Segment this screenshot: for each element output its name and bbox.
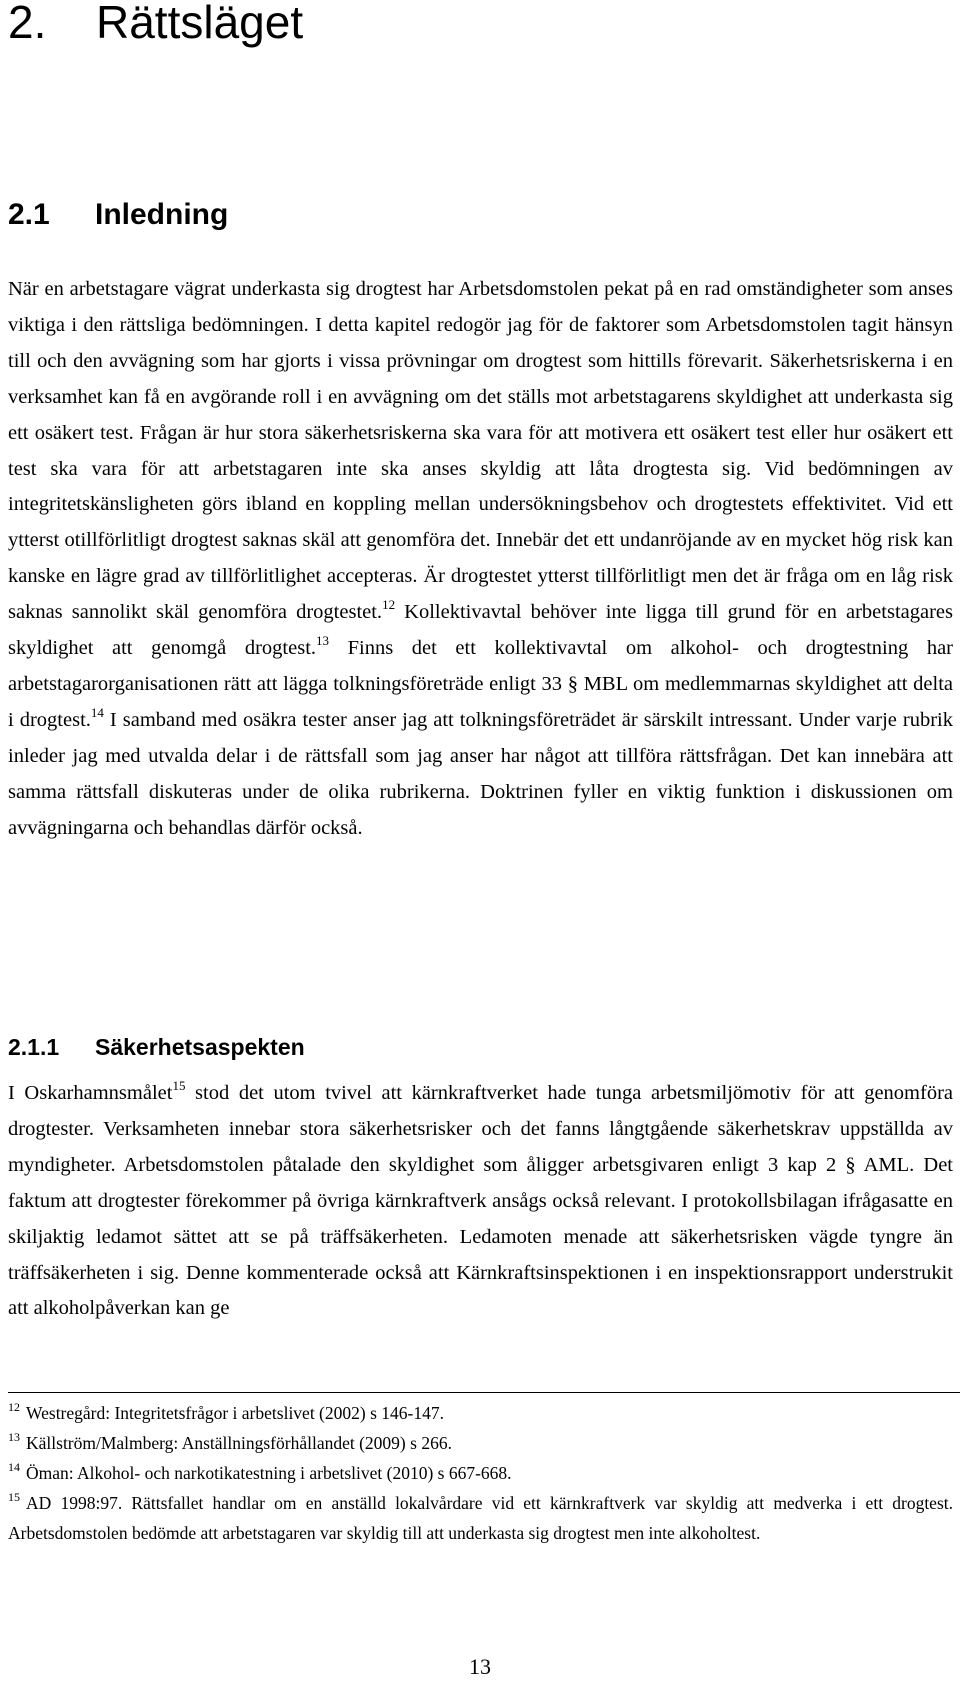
footnote — [8, 1488, 953, 1548]
footnote-text: Westregård: Integritetsfrågor i arbetslivet (2002) s 146-147. — [26, 1403, 444, 1423]
footnote-text: AD 1998:97. Rättsfallet handlar om en anställd lokalvårdare vid ett kärnkraftverk var skyldig att medverka i ett drogtest. Arbetsdomstolen bedömde att arbetstagaren var skyldig till att underkasta sig drogtest men inte alkoholtest. — [8, 1493, 953, 1543]
footnotes — [8, 1398, 953, 1548]
footnote-number: 14 — [8, 1460, 20, 1474]
footnote — [8, 1458, 953, 1488]
footnote-ref: 13 — [316, 633, 330, 649]
page-number: 13 — [469, 1654, 491, 1679]
footnote-number: 13 — [8, 1430, 20, 1444]
section-number: 2.1 — [8, 198, 50, 231]
footnote-text: Öman: Alkohol- och narkotikatestning i arbetslivet (2010) s 667-668. — [26, 1463, 512, 1483]
section-title: Inledning — [95, 198, 229, 231]
footnote — [8, 1428, 953, 1458]
subsection-number: 2.1.1 — [8, 1034, 60, 1060]
safety-text: stod det utom tvivel att kärnkraftverket hade tunga arbetsmiljömotiv för att genomföra drogtester. Verksamheten innebar stora säkerhetsrisker och det fanns långtgående säkerhetskrav uppställda av myndigheter. Arbetsdomstolen påtalade den skyldighet som åligger arbetsgivaren enligt 3 kap 2 § AML. Det faktum att drogtester förekommer på övriga kärnkraftverk ansågs också relevant. I protokollsbilagan ifrågasatte en skiljaktig ledamot sättet att se på träffsäkerheten. Ledamoten menade att säkerhetsrisken vägde tyngre än träffsäkerheten i sig. Denne kommenterade också att Kärnkraftsinspektionen i en inspektionsrapport understrukit att alkoholpåverkan kan ge — [8, 1082, 953, 1320]
subsection-title: Säkerhetsaspekten — [95, 1034, 305, 1060]
chapter-title: Rättsläget — [96, 0, 304, 48]
footnote-number: 15 — [8, 1490, 20, 1504]
intro-paragraph — [8, 272, 953, 847]
footnote-ref: 15 — [172, 1078, 186, 1093]
footnote-ref: 12 — [382, 597, 396, 613]
subsection-heading — [8, 1032, 305, 1062]
intro-text: Finns det ett kollektivavtal om alkohol- och drogtestning har arbetstagarorganisationen rätt att lägga tolkningsföreträde enligt 33 § MBL om medlemmarnas skyldighet att delta i drogtest. — [8, 637, 953, 731]
footnote-number: 12 — [8, 1400, 20, 1414]
footnote-text: Källström/Malmberg: Anställningsförhållandet (2009) s 266. — [26, 1433, 452, 1453]
chapter-number: 2. — [8, 0, 47, 48]
footnote-divider — [8, 1392, 960, 1393]
section-heading — [8, 196, 228, 234]
intro-text: I samband med osäkra tester anser jag att tolkningsföreträdet är särskilt intressant. Under varje rubrik inleder jag med utvalda delar i de rättsfall som jag anser har något att tillföra rättsfrågan. Det kan innebära att samma rättsfall diskuteras under de olika rubrikerna. Doktrinen fyller en viktig funktion i diskussionen om avvägningarna och behandlas därför också. — [8, 708, 953, 839]
safety-text: I Oskarhamnsmålet — [8, 1082, 173, 1104]
intro-text: När en arbetstagare vägrat underkasta sig drogtest har Arbetsdomstolen pekat på en rad omständigheter som anses viktiga i den rättsliga bedömningen. I detta kapitel redogör jag för de faktorer som Arbetsdomstolen tagit hänsyn till och den avvägning som har gjorts i vissa prövningar om drogtest som hittills förevarit. Säkerhetsriskerna i en verksamhet kan få en avgörande roll i en avvägning om det ställs mot arbetstagarens skyldighet att underkasta sig ett osäkert test. Frågan är hur stora säkerhetsriskerna ska vara för att motivera ett osäkert test eller hur osäkert ett test ska vara för att arbetstagaren inte ska anses skyldig att låta drogtesta sig. Vid bedömningen av integritetskänsligheten görs ibland en koppling mellan undersökningsbehov och drogtestets effektivitet. Vid ett ytterst otillförlitligt drogtest saknas skäl att genomföra det. Innebär det ett undanröjande av en mycket hög risk kan kanske en lägre grad av tillförlitlighet accepteras. Är drogtestet ytterst tillförlitligt men det är fråga om en låg risk saknas sannolikt skäl genomföra drogtestet. — [8, 278, 953, 624]
footnote-ref: 14 — [90, 704, 104, 720]
intro-text: Kollektivavtal behöver inte ligga till grund för en arbetstagares skyldighet att genomgå drogtest. — [8, 601, 953, 660]
footnote — [8, 1398, 953, 1428]
safety-paragraph — [8, 1076, 953, 1327]
chapter-heading — [8, 0, 303, 50]
